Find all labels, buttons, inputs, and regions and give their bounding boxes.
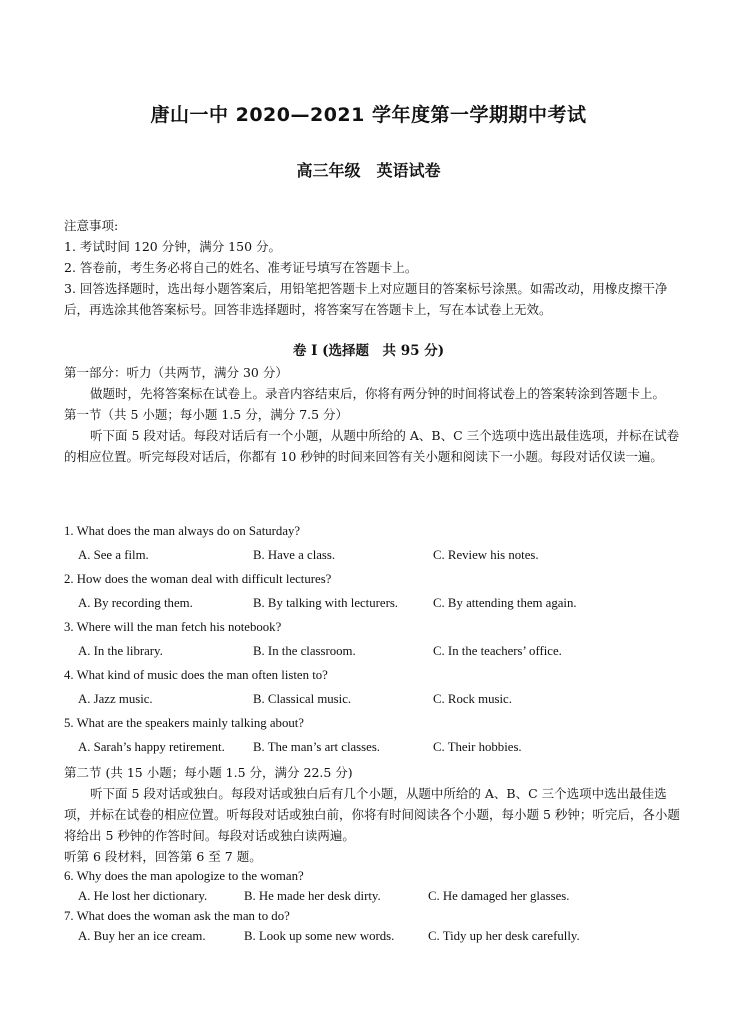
material-6-heading: 听第 6 段材料，回答第 6 至 7 题。	[64, 849, 262, 864]
notice-heading: 注意事项:	[64, 218, 119, 233]
q4-option-a[interactable]: A. Jazz music.	[78, 692, 153, 706]
q2-option-b[interactable]: B. By talking with lecturers.	[253, 596, 399, 610]
exam-subtitle: 高三年级 英语试卷	[296, 161, 441, 180]
q1-option-b[interactable]: B. Have a class.	[253, 548, 336, 562]
q6-option-b[interactable]: B. He made her desk dirty.	[244, 889, 381, 903]
part1-heading: 第一部分：听力（共两节，满分 30 分）	[64, 365, 288, 380]
notice-item-2: 2. 答卷前，考生务必将自己的姓名、准考证号填写在答题卡上。	[64, 260, 418, 275]
q3-option-c[interactable]: C. In the teachers’ office.	[433, 644, 562, 658]
q2-option-a[interactable]: A. By recording them.	[78, 596, 193, 610]
question-4: 4. What kind of music does the man often listen to?	[64, 668, 328, 682]
section1-instruction: 听下面 5 段对话。每段对话后有一个小题，从题中所给的 A、B、C 三个选项中选出最佳选项，并标在试卷的相应位置。听完每段对话后，你都有 10 秒钟的时间来回答有关小题和阅读下一小题。每段对话仅读一遍。	[64, 428, 680, 464]
q7-option-c[interactable]: C. Tidy up her desk carefully.	[428, 929, 580, 943]
question-5: 5. What are the speakers mainly talking about?	[64, 716, 304, 730]
question-6: 6. Why does the man apologize to the woman?	[64, 869, 304, 883]
question-1: 1. What does the man always do on Saturday?	[64, 524, 301, 538]
q5-option-c[interactable]: C. Their hobbies.	[433, 740, 522, 754]
question-2: 2. How does the woman deal with difficult lectures?	[64, 572, 332, 586]
question-3: 3. Where will the man fetch his notebook?	[64, 620, 282, 634]
q7-option-b[interactable]: B. Look up some new words.	[244, 929, 395, 943]
q6-option-c[interactable]: C. He damaged her glasses.	[428, 889, 570, 903]
q4-option-b[interactable]: B. Classical music.	[253, 692, 352, 706]
notice-item-3: 3. 回答选择题时，选出每小题答案后，用铅笔把答题卡上对应题目的答案标号涂黑。如需改动，用橡皮擦干净后，再选涂其他答案标号。回答非选择题时，将答案写在答题卡上，写在本试卷上无效。	[64, 281, 668, 317]
q1-option-a[interactable]: A. See a film.	[78, 548, 149, 562]
section2-heading: 第二节 (共 15 小题；每小题 1.5 分，满分 22.5 分)	[64, 765, 353, 780]
q1-option-c[interactable]: C. Review his notes.	[433, 548, 539, 562]
q5-option-b[interactable]: B. The man’s art classes.	[253, 740, 380, 754]
part1-instruction: 做题时，先将答案标在试卷上。录音内容结束后，你将有两分钟的时间将试卷上的答案转涂到答题卡上。	[90, 386, 666, 401]
q6-option-a[interactable]: A. He lost her dictionary.	[78, 889, 208, 903]
section1-heading: 第一节（共 5 小题；每小题 1.5 分，满分 7.5 分）	[64, 407, 349, 422]
q5-option-a[interactable]: A. Sarah’s happy retirement.	[78, 740, 225, 754]
q4-option-c[interactable]: C. Rock music.	[433, 692, 512, 706]
question-7: 7. What does the woman ask the man to do?	[64, 909, 290, 923]
exam-title: 唐山一中 2020—2021 学年度第一学期期中考试	[150, 104, 587, 126]
notice-section	[64, 215, 684, 320]
q2-option-c[interactable]: C. By attending them again.	[433, 596, 577, 610]
notice-item-1: 1. 考试时间 120 分钟，满分 150 分。	[64, 239, 282, 254]
q3-option-a[interactable]: A. In the library.	[78, 644, 163, 658]
q3-option-b[interactable]: B. In the classroom.	[253, 644, 356, 658]
section2-instruction: 听下面 5 段对话或独白。每段对话或独白后有几个小题，从题中所给的 A、B、C 三个选项中选出最佳选项，并标在试卷的相应位置。听每段对话或独白前，你将有时间阅读各个小题，每小题 5 秒钟；听完后，各小题将给出 5 秒钟的作答时间。每段对话或独白读两遍。	[64, 786, 680, 843]
part1-section	[64, 362, 684, 467]
section2	[64, 762, 684, 867]
volume-heading: 卷 I (选择题 共 95 分)	[292, 343, 445, 359]
q7-option-a[interactable]: A. Buy her an ice cream.	[78, 929, 206, 943]
